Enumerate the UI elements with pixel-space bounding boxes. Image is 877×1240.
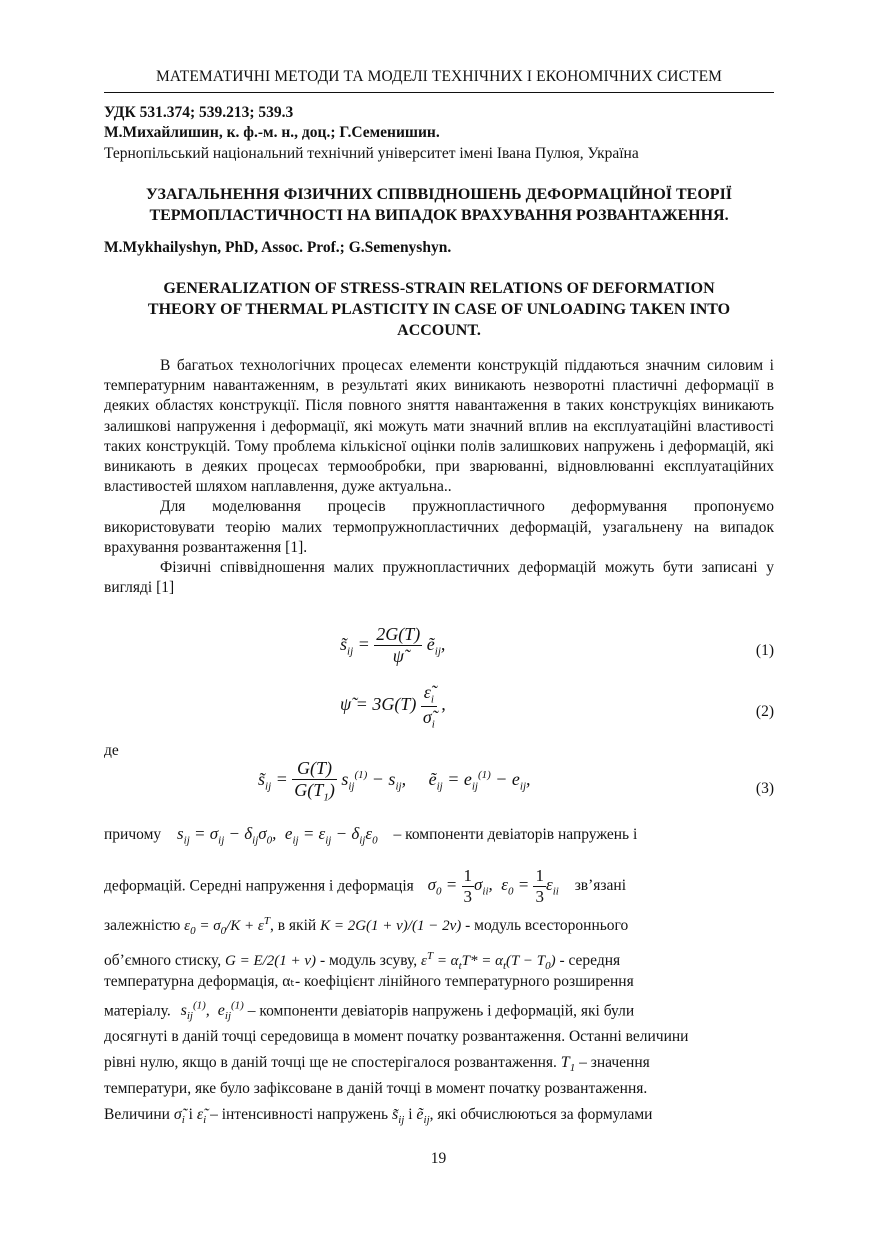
text-v-yakii: , в якій [269,917,317,934]
paragraph-1: В багатьох технологічних процесах елементи конструкцій піддаються значним силовим і температурним навантаженням, в результаті яких виникають незворотні пластичні деформації в деяких областях конструкції. Після повного зняття навантаження в таких конструкціях виникають залишкові напруження і деформації, які можуть мати значний вплив на експлуатаційні властивості таких конструкцій. Тому проблема кількісної оцінки полів залишкових напружень і деформацій, які виникають в деяких процесах термообробки, при зварюванні, відновлюванні експлуатаційних властивостей шляхом наплавлення, дуже актуальна.. [104,357,774,496]
title-ua [104,184,774,226]
paragraph-2: Для моделювання процесів пружнопластичного деформування пропонуємо використовувати теорію малих термопружнопластичних деформацій, узагальнену на випадок врахування розвантаження [1]. [104,498,774,556]
text-i: і [188,1106,193,1123]
authors-ua: М.Михайлишин, к. ф.-м. н., доц.; Г.Семенишин. [104,124,440,141]
title-ua-line-1: УЗАГАЛЬНЕННЯ ФІЗИЧНИХ СПІВВІДНОШЕНЬ ДЕФОРМАЦІЙНОЇ ТЕОРІЇ [145,186,733,203]
text-deform: деформацій. Середні напруження і деформація [104,877,414,895]
udc-code: УДК 531.374; 539.213; 539.3 [104,104,294,121]
text-modul-vs: - модуль всестороннього [465,917,629,934]
thermal-strain-formula: $\varepsilon^T = \alpha_tT* = \alpha_t(T - T_0)$ [421,950,556,972]
equation-2: ψ̃ = 3G(T) $\frac{\varepsiloñ_i}{\sigmã_i}$ , [340,682,446,731]
text-serednia: - середня [559,952,621,969]
authors-en: M.Mykhailyshyn, PhD, Assoc. Prof.; G.Semenyshyn. [104,239,452,256]
text-t1: – значення [579,1054,650,1071]
equation-number-1: (1) [755,642,774,659]
running-header: МАТЕМАТИЧНІ МЕТОДИ ТА МОДЕЛІ ТЕХНІЧНИХ І ЕКОНОМІЧНИХ СИСТЕМ [155,68,723,85]
line-prychomu [104,824,774,850]
line-temperatury: температури, яке було зафіксоване в даній точці в момент початку розвантаження. [104,1080,648,1097]
title-en-line-3: ACCOUNT. [397,322,481,339]
text-materialu: матеріалу. [104,1002,171,1020]
paragraph-3: Фізичні співвідношення малих пружнопластичних деформацій можуть бути записані у вигляді [1] [104,559,774,597]
text-modul-zsuvu: - модуль зсуву, [319,952,418,969]
text-i2: і [408,1106,413,1123]
text-komponenty: – компоненти девіаторів напружень і [393,826,638,843]
line-zalezhnistiu [104,911,774,941]
equation-number-3: (3) [755,780,774,797]
equation-number-2: (2) [755,703,774,720]
s-tilde: $s̃_{ij}$ [392,1106,405,1127]
equation-1: $s̃_{ij}$ = $\frac{2G(T)}{\psĩ}$ ẽ$_{ij}$, [340,624,446,666]
text-velychyny: Величини [104,1106,170,1123]
line-materialu [104,996,774,1027]
text-rivni: рівні нулю, якщо в даній точці ще не спостерігалося розвантаження. [104,1054,557,1071]
modulus-k-formula: K = 2G(1 + ν)/(1 − 2ν) [320,918,462,934]
e-tilde: ẽ$_{ij}$ [416,1106,430,1127]
text-de: де [104,742,119,759]
line-dosiahnuti: досягнуті в даній точці середовища в момент початку розвантаження. Останні величини [104,1028,689,1045]
sigma-intensity: $\sigmã_i$ [173,1106,185,1127]
affiliation: Тернопільський національний технічний університет імені Івана Пулюя, Україна [104,145,639,162]
unloading-components: $s_{ij}^{(1)}$, $e_{ij}^{(1)}$ [180,1000,244,1023]
mean-formula: $\sigma_0$ = $\frac{1}{3}$ $\sigma_{ii}$, $\varepsilon_0$ = $\frac{1}{3}$ $\varepsilon_{ii}$ [427,866,559,906]
t1-symbol: $T_1$ [560,1054,576,1075]
title-en-line-2: THEORY OF THERMAL PLASTICITY IN CASE OF UNLOADING TAKEN INTO [147,301,731,318]
line-rivni [104,1053,774,1078]
page-number: 19 [430,1150,447,1167]
text-prychomu: причому [104,826,162,843]
epsilon-intensity: $\varepsiloñ_i$ [196,1106,207,1127]
text-obchysliuiutsia: , які обчислюються за формулами [429,1106,653,1123]
text-zalezhnistiu: залежністю [104,917,181,934]
line-deform [104,866,774,907]
title-en [104,278,774,341]
bulk-formula: $\varepsilon_0 = \sigma_0/K + \varepsilon^T$ [184,915,270,937]
text-obiemnoho: об’ємного стиску, [104,952,222,969]
deviator-formula: $s_{ij} = \sigma_{ij} - \delta_{ij}\sigma_0$, $e_{ij} = \varepsilon_{ij} - \delta_{ij}\varepsilon_0$ [177,824,378,847]
body-paragraphs [104,356,774,598]
equation-3: $s̃_{ij}$ = $\frac{G(T)}{G(T_1)}$ $s_{ij}^{(1)} - s_{ij}$, ẽ$_{ij}$ = $e_{ij}^{(1)} - e_{ij}$, [258,758,531,804]
line-velychyny [104,1105,774,1130]
title-ua-line-2: ТЕРМОПЛАСТИЧНОСТІ НА ВИПАДОК ВРАХУВАННЯ РОЗВАНТАЖЕННЯ. [149,207,729,224]
line-temp: температурна деформація, αₜ- коефіцієнт лінійного температурного розширення [104,973,634,990]
title-en-line-1: GENERALIZATION OF STRESS-STRAIN RELATIONS OF DEFORMATION [163,280,715,297]
text-intensyvnosti: – інтенсивності напружень [210,1106,389,1123]
header-rule [104,92,774,93]
text-komp2: – компоненти девіаторів напружень і деформацій, які були [247,1002,635,1020]
text-zviazani: зв’язані [574,877,627,895]
shear-formula: G = E/2(1 + ν) [225,953,317,969]
